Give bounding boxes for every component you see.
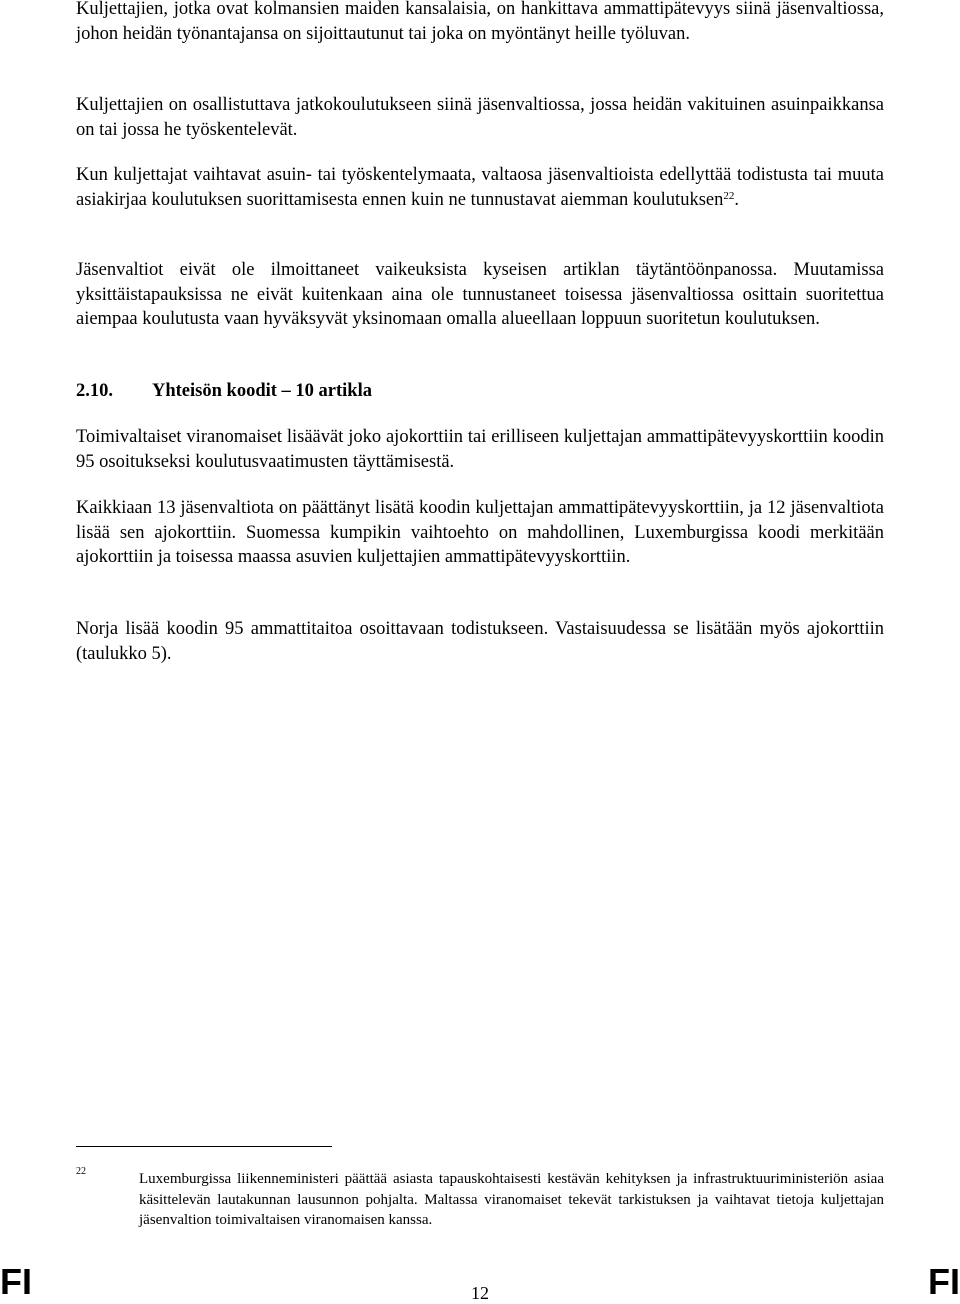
footnote-text: Luxemburgissa liikenneministeri päättää asiasta tapauskohtaisesti kestävän kehityksen ja infrastruktuuriministeriön asiaa käsittelevän lautakunnan lausunnon pohjalta. Maltassa viranomaiset tekevät tarkistuksen ja vaihtavat tietoja kuljettajan jäsenvaltion toimivaltaisen viranomaisen kanssa. <box>139 1171 884 1229</box>
paragraph-no-difficulties: Jäsenvaltiot eivät ole ilmoittaneet vaikeuksista kyseisen artiklan täytäntöönpanossa. Muutamissa yksittäistapauksissa ne eivät kuitenkaan aina ole tunnustaneet toisessa jäsenvaltiossa osittain suoritettua aiempaa koulutusta vaan hyväksyvät yksinomaan omalla alueellaan loppuun suoritetun koulutuksen. <box>76 260 884 330</box>
paragraph-change-residence <box>76 163 884 212</box>
footnote-number: 22 <box>76 1166 86 1177</box>
paragraph-change-residence-text: Kun kuljettajat vaihtavat asuin- tai työskentelymaata, valtaosa jäsenvaltioista edellyttää todistusta tai muuta asiakirjaa koulutuksen suorittamisesta ennen kuin ne tunnustavat aiemman koulutuksen <box>76 165 884 210</box>
section-heading <box>76 379 884 403</box>
paragraph-change-residence-end: . <box>734 189 739 210</box>
paragraph-code-95: Toimivaltaiset viranomaiset lisäävät joko ajokorttiin tai erilliseen kuljettajan ammattipätevyyskorttiin koodin 95 osoitukseksi koulutusvaatimusten täyttämisestä. <box>76 427 884 472</box>
paragraph-norway: Norja lisää koodin 95 ammattitaitoa osoittavaan todistukseen. Vastaisuudessa se lisätään myös ajokorttiin (taulukko 5). <box>76 619 884 664</box>
footnote <box>76 1165 884 1231</box>
paragraph-continuing-training: Kuljettajien on osallistuttava jatkokoulutukseen siinä jäsenvaltiossa, jossa heidän vakituinen asuinpaikkansa on tai jossa he työskentelevät. <box>76 95 884 140</box>
footer-language-code-left: FI <box>0 1261 32 1302</box>
section-title: Yhteisön koodit – 10 artikla <box>152 381 372 401</box>
paragraph-third-country-drivers: Kuljettajien, jotka ovat kolmansien maiden kansalaisia, on hankittava ammattipätevyys siinä jäsenvaltiossa, johon heidän työnantajansa on sijoittautunut tai joka on myöntänyt heille työluvan. <box>76 0 884 44</box>
section-number: 2.10. <box>76 381 113 401</box>
paragraph-member-states-code: Kaikkiaan 13 jäsenvaltiota on päättänyt lisätä koodin kuljettajan ammattipätevyyskorttiin, ja 12 jäsenvaltiota lisää sen ajokorttiin. Suomessa kumpikin vaihtoehto on mahdollinen, Luxemburgissa koodi merkitään ajokorttiin ja toisessa maassa asuvien kuljettajien ammattipätevyyskorttiin. <box>76 498 884 568</box>
footnote-separator <box>76 1146 332 1147</box>
footnote-reference: 22 <box>723 189 735 202</box>
page-number: 12 <box>471 1283 489 1303</box>
footer-language-code-right: FI <box>928 1261 960 1302</box>
